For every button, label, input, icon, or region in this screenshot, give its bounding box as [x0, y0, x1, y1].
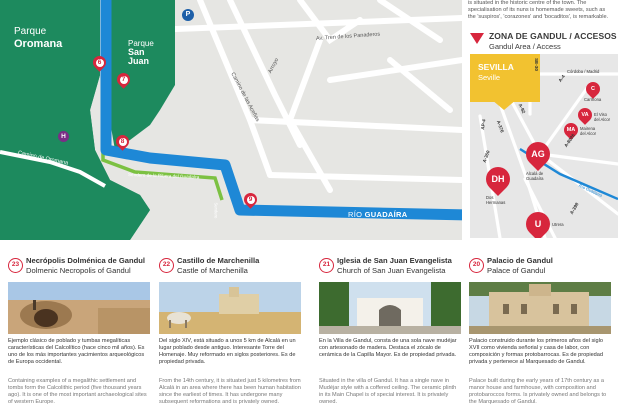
card-photo-necropolis — [8, 282, 150, 334]
card-title: Necrópolis Dolménica de Gandul — [26, 256, 145, 265]
card-photo-palacio — [469, 282, 611, 334]
place-viso: El Viso del Alcor — [594, 112, 611, 122]
road-a360: A-360 — [481, 149, 491, 164]
road-label-oromana: Camino de Oromana — [17, 150, 69, 167]
card-head — [8, 254, 150, 280]
place-mairena: Mairena del Alcor — [580, 126, 597, 136]
road-label-tren: Av. Tren de los Panaderos — [315, 31, 381, 42]
river-label: RÍO GUADAÍRA — [348, 210, 408, 219]
card-number: 20 — [469, 258, 484, 273]
badge-viso[interactable]: VA — [578, 108, 592, 124]
card-text-es: Del siglo XIV, está situado a unos 5 km de Alcalá en un lugar poblado desde antiguo. Interesante Torre del Homenaje. Muy reformado en siglos posteriores. Es de propiedad privada. — [159, 338, 296, 366]
card-text-es: Palacio construido durante los primeros años del siglo XVII como vivienda señorial y casa de labor, con composición y formas protobarrocas. Es de propiedad privada y pertenece al Marquesado de Gandul. — [469, 338, 604, 366]
card-title-en: Church of San Juan Evangelista — [337, 266, 446, 275]
place-dos-hermanas: Dos Hermanas — [486, 195, 506, 205]
badge-carmona[interactable]: C — [586, 82, 600, 98]
place-cordoba: Córdoba / Madrid — [567, 69, 600, 74]
card-necropolis[interactable] — [8, 254, 150, 415]
card-head — [319, 254, 461, 280]
card-iglesia[interactable] — [319, 254, 461, 415]
road-ap4: AP-4 — [480, 118, 487, 131]
zone-subtitle: Gandul Area / Access — [489, 42, 561, 51]
road-rio: Río Guadaíra — [578, 182, 604, 199]
hospital-icon: H — [58, 131, 69, 142]
card-title-en: Dolmenic Necropolis of Gandul — [26, 266, 131, 275]
sevilla-label-box: SEVILLA Seville — [470, 54, 540, 102]
card-number: 22 — [159, 258, 174, 273]
card-marchenilla[interactable] — [159, 254, 301, 415]
parking-icon: P — [182, 9, 194, 21]
badge-utrera[interactable]: U — [526, 212, 550, 238]
park-san-juan-label: Parque San Juan — [128, 39, 154, 66]
map-marker-6[interactable]: 6 — [93, 56, 106, 73]
card-palacio[interactable] — [469, 254, 611, 415]
road-se30: SE-30 — [533, 58, 539, 71]
place-carmona: Carmona — [584, 97, 602, 102]
card-photo-marchenilla — [159, 282, 301, 334]
card-text-en: Situated in the villa of Gandul. It has a single nave in Mudéjar style with a coffered ceiling. The ceramic plinth in its Main Chapel is of special interest. It is privately owned. — [319, 378, 457, 406]
road-label-arroyo: Arroyo — [267, 57, 281, 75]
card-text-es: Ejemplo clásico de poblado y tumbas megalíticas características del Calcolítico (hace cinco mil años). Es uno de los más importantes yacimientos arqueológicos de Europa occidental. — [8, 338, 145, 366]
place-alcala: Alcalá de Guadaíra — [526, 171, 544, 181]
card-number: 23 — [8, 258, 23, 273]
map-marker-7[interactable]: 7 — [117, 73, 130, 90]
card-title: Castillo de Marchenilla — [177, 256, 260, 265]
card-title: Iglesia de San Juan Evangelista — [337, 256, 452, 265]
inset-intro-text: is situated in the historic centre of the town. The specialisation of its nuns is homemade sweets, such as the 'suspiros', 'corazones' and 'bocaditos', is remarkable. — [468, 0, 609, 20]
card-text-en: Containing examples of a megalithic settlement and tombs form the Calcolithic period (five thousand years ago). It is one of the most important archaeological sites of western Europe. — [8, 378, 147, 406]
map-marker-9[interactable]: 9 — [244, 193, 257, 210]
card-title-en: Palace of Gandul — [487, 266, 546, 275]
card-title: Palacio de Gandul — [487, 256, 553, 265]
road-label-sendero-vertical: Sendero — [213, 202, 219, 219]
card-photo-iglesia — [319, 282, 461, 334]
card-text-en: Palace built during the early years of 17th century as a manor house and farmhouse, with composition and protobaroccos forms. Is privately owned and belongs to the Marquesado of Gandul. — [469, 378, 607, 406]
badge-dos-hermanas[interactable]: DH — [486, 167, 510, 194]
badge-mairena[interactable]: MA — [564, 123, 578, 139]
place-utrera: Utrera — [552, 222, 564, 227]
zone-triangle-icon — [470, 33, 484, 44]
card-text-es: En la Villa de Gandul, consta de una sola nave mudéjar con artesonado de madera. Destaca el zócalo de cerámica de la Capilla Mayor. Es de propiedad privada. — [319, 338, 457, 359]
road-label-sendero: Sendero de la Ribera del Guadaíra — [127, 172, 200, 180]
road-a398: A-398 — [568, 201, 580, 216]
access-inset-panel — [462, 0, 620, 240]
road-label-aceitas: Camino de las Aceñas — [229, 71, 261, 123]
park-oromana-label: Parque Oromana — [14, 26, 63, 50]
card-title-en: Castle of Marchenilla — [177, 266, 248, 275]
card-head — [469, 254, 611, 280]
sevilla-pointer — [492, 100, 516, 110]
zone-title: ZONA DE GANDUL / ACCESOS — [489, 31, 617, 41]
card-head — [159, 254, 301, 280]
badge-alcala[interactable]: AG — [526, 142, 550, 169]
card-number: 21 — [319, 258, 334, 273]
road-a92: A-92 — [517, 102, 527, 115]
road-a8026: A-8026 — [563, 132, 576, 149]
card-text-en: From the 14th century, it is situated just 5 kilometres from Alcalá in an area where there has been human habitation since the earliest of times. It has undergone many subsequent reformations and is privately owned. — [159, 378, 301, 406]
locator-map[interactable] — [470, 54, 618, 238]
map-marker-8[interactable]: 8 — [116, 135, 129, 152]
road-a4: A-4 — [557, 74, 566, 83]
road-a376: A-376 — [495, 119, 505, 134]
